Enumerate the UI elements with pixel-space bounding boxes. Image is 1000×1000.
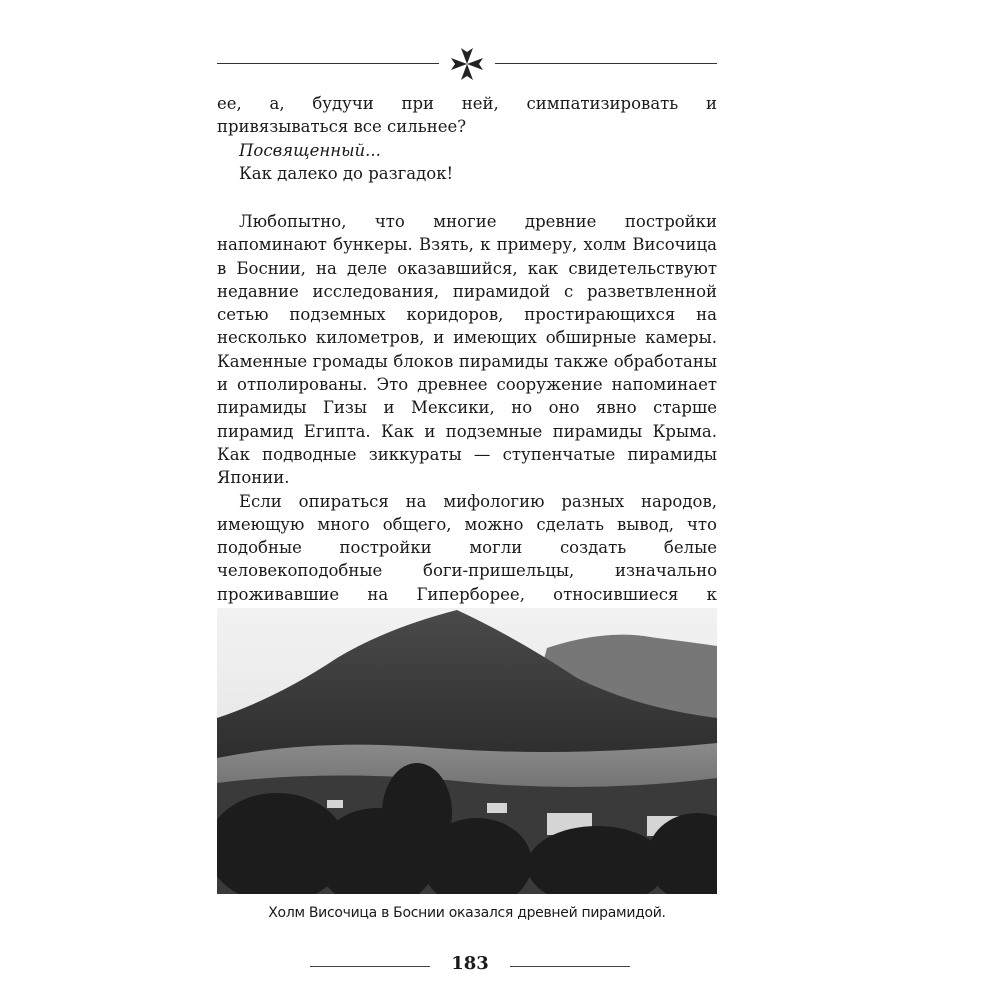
paragraph-mythology: Если опираться на мифологию разных народов, имеющую много общего, можно сделать вывод, что подобные постройки могли создать белые человекоподобные боги-пришельцы, изначально проживавшие на Гиперборее, относившиеся к (217, 491, 717, 604)
maltese-cross-icon (449, 44, 485, 84)
footer-rule-right (510, 966, 630, 967)
page-number: 183 (451, 953, 489, 974)
paragraph-continued: ее, а, будучи при ней, симпатизировать и привязываться все сильнее? (217, 94, 717, 137)
page-footer (310, 953, 630, 979)
paragraph-visocica: Любопытно, что многие древние постройки напоминают бункеры. Взять, к примеру, холм Височица в Боснии, на деле оказавшийся, как свидетельствуют недавние исследования, пирамидой с разветвленной сетью подземных коридоров, простирающихся на несколько километров, и имеющих обширные камеры. Каменные громады блоков пирамиды также обработаны и отполированы. Это древнее сооружение напоминает пирамиды Гизы и Мексики, но оно явно старше пирамид Египта. Как и подземные пирамиды Крыма. Как подводные зиккураты — ступенчатые пирамиды Японии. (217, 212, 717, 488)
paragraph-italic: Посвященный... (239, 140, 381, 160)
paragraph-exclamation: Как далеко до разгадок! (239, 163, 454, 183)
text-main (217, 210, 717, 676)
header-rule-right (495, 63, 717, 64)
photo-caption: Холм Височица в Боснии оказался древней пирамидой. (268, 905, 666, 921)
footer-rule-left (310, 966, 430, 967)
header-rule-left (217, 63, 439, 64)
text-top (217, 92, 717, 185)
header-ornament (217, 44, 717, 84)
pyramid-hill-photo (217, 608, 717, 894)
hill-landscape-image (217, 608, 717, 894)
